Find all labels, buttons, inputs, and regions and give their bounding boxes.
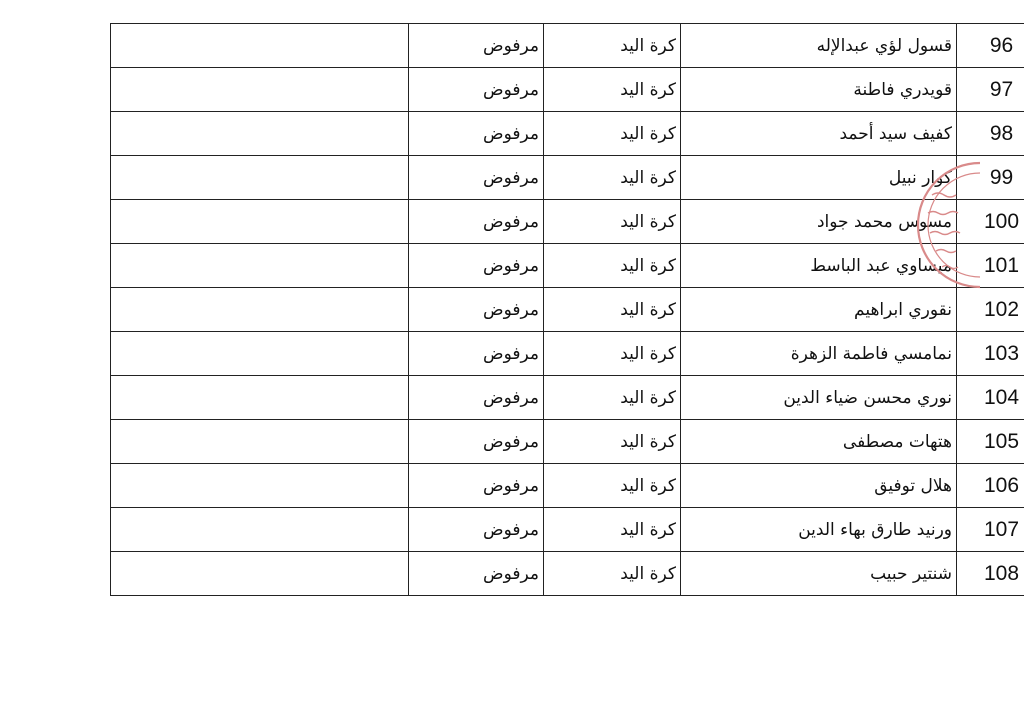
sport-cell: كرة اليد xyxy=(544,508,681,552)
table-row xyxy=(111,156,1024,200)
notes-cell xyxy=(111,156,409,200)
number-cell: 101 xyxy=(957,244,1024,288)
name-cell: هلال توفيق xyxy=(681,464,957,508)
notes-cell xyxy=(111,376,409,420)
notes-cell xyxy=(111,420,409,464)
notes-cell xyxy=(111,332,409,376)
name-cell: قسول لؤي عبدالإله xyxy=(681,24,957,68)
name-cell: نمامسي فاطمة الزهرة xyxy=(681,332,957,376)
table-row xyxy=(111,288,1024,332)
table-row xyxy=(111,552,1024,596)
status-cell: مرفوض xyxy=(409,508,544,552)
name-cell: نقوري ابراهيم xyxy=(681,288,957,332)
sport-cell: كرة اليد xyxy=(544,244,681,288)
sport-cell: كرة اليد xyxy=(544,552,681,596)
status-cell: مرفوض xyxy=(409,244,544,288)
name-cell: مسوس محمد جواد xyxy=(681,200,957,244)
notes-cell xyxy=(111,508,409,552)
sport-cell: كرة اليد xyxy=(544,464,681,508)
status-cell: مرفوض xyxy=(409,156,544,200)
table-row xyxy=(111,68,1024,112)
number-cell: 107 xyxy=(957,508,1024,552)
name-cell: ميساوي عبد الباسط xyxy=(681,244,957,288)
number-cell: 108 xyxy=(957,552,1024,596)
name-cell: كوار نبيل xyxy=(681,156,957,200)
notes-cell xyxy=(111,112,409,156)
results-table-body xyxy=(111,24,1024,596)
number-cell: 99 xyxy=(957,156,1024,200)
table-row xyxy=(111,420,1024,464)
status-cell: مرفوض xyxy=(409,332,544,376)
table-row xyxy=(111,112,1024,156)
notes-cell xyxy=(111,552,409,596)
results-table xyxy=(110,23,1024,596)
notes-cell xyxy=(111,68,409,112)
sport-cell: كرة اليد xyxy=(544,420,681,464)
sport-cell: كرة اليد xyxy=(544,200,681,244)
status-cell: مرفوض xyxy=(409,464,544,508)
sport-cell: كرة اليد xyxy=(544,288,681,332)
number-cell: 106 xyxy=(957,464,1024,508)
name-cell: هتهات مصطفى xyxy=(681,420,957,464)
number-cell: 102 xyxy=(957,288,1024,332)
sport-cell: كرة اليد xyxy=(544,112,681,156)
name-cell: شنتير حبيب xyxy=(681,552,957,596)
table-row xyxy=(111,464,1024,508)
status-cell: مرفوض xyxy=(409,376,544,420)
notes-cell xyxy=(111,24,409,68)
status-cell: مرفوض xyxy=(409,552,544,596)
sport-cell: كرة اليد xyxy=(544,24,681,68)
number-cell: 100 xyxy=(957,200,1024,244)
number-cell: 97 xyxy=(957,68,1024,112)
notes-cell xyxy=(111,200,409,244)
name-cell: قويدري فاطنة xyxy=(681,68,957,112)
status-cell: مرفوض xyxy=(409,420,544,464)
table-row xyxy=(111,332,1024,376)
notes-cell xyxy=(111,464,409,508)
number-cell: 103 xyxy=(957,332,1024,376)
number-cell: 96 xyxy=(957,24,1024,68)
status-cell: مرفوض xyxy=(409,200,544,244)
sport-cell: كرة اليد xyxy=(544,332,681,376)
sport-cell: كرة اليد xyxy=(544,376,681,420)
status-cell: مرفوض xyxy=(409,288,544,332)
name-cell: ورنيد طارق بهاء الدين xyxy=(681,508,957,552)
table-row xyxy=(111,376,1024,420)
number-cell: 105 xyxy=(957,420,1024,464)
notes-cell xyxy=(111,244,409,288)
table-row xyxy=(111,200,1024,244)
table-row xyxy=(111,244,1024,288)
status-cell: مرفوض xyxy=(409,68,544,112)
status-cell: مرفوض xyxy=(409,24,544,68)
sport-cell: كرة اليد xyxy=(544,156,681,200)
name-cell: نوري محسن ضياء الدين xyxy=(681,376,957,420)
number-cell: 98 xyxy=(957,112,1024,156)
notes-cell xyxy=(111,288,409,332)
sport-cell: كرة اليد xyxy=(544,68,681,112)
name-cell: كفيف سيد أحمد xyxy=(681,112,957,156)
table-row xyxy=(111,508,1024,552)
table-row xyxy=(111,24,1024,68)
number-cell: 104 xyxy=(957,376,1024,420)
status-cell: مرفوض xyxy=(409,112,544,156)
